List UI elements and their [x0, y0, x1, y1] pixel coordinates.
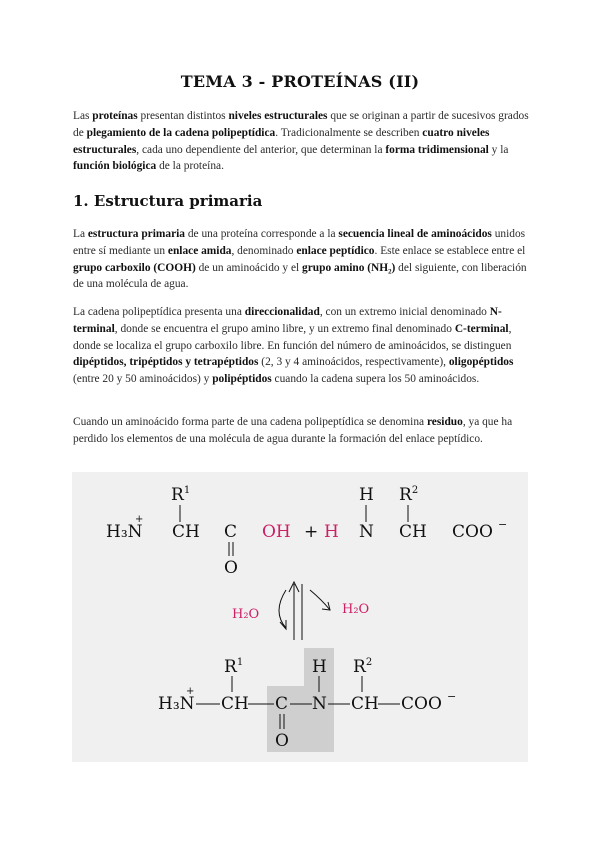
intro-paragraph [73, 108, 535, 175]
top-plus-charge: + [135, 514, 144, 525]
bottom-r2: $R^2$ [353, 657, 373, 677]
top-n-hydrogen: H [359, 485, 374, 505]
top-h3n: H₃N [106, 522, 143, 542]
text-run: (2, 3 y 4 aminoácidos, respectivamente), [258, 356, 449, 369]
text-run: La [73, 228, 88, 240]
text-run: , denominado [231, 244, 297, 257]
text-run: presentan distintos [137, 110, 229, 122]
bottom-carbon: C [275, 694, 289, 714]
top-ch1: CH [172, 522, 200, 542]
bold-term: cuatro niveles estructurales [73, 126, 490, 156]
page-title: TEMA 3 - PROTEÍNAS (II) [180, 72, 420, 91]
peptide-bond-figure [72, 472, 528, 762]
bold-term: función biológica [73, 160, 157, 173]
bold-term: secuencia lineal de aminoácidos [338, 228, 492, 240]
top-carboxylate: COO [452, 522, 493, 542]
bold-term: grupo carboxilo (COOH) [73, 261, 196, 274]
text-run: de una proteína corresponde a la [185, 228, 339, 240]
text-run: , donde se encuentra el grupo amino libre, y un extremo final denominado [114, 322, 455, 335]
bold-term: dipéptidos, tripéptidos y tetrapéptidos [73, 356, 259, 369]
bottom-carboxylate: COO [401, 694, 442, 714]
bottom-n-hydrogen: H [312, 657, 327, 677]
bold-term: forma tridimensional [385, 143, 489, 156]
bottom-h3n: H₃N [158, 694, 195, 714]
text-run: y la [488, 143, 509, 156]
top-nitrogen: N [359, 522, 374, 542]
bottom-plus-charge: + [186, 686, 195, 697]
text-run: , cada uno dependiente del anterior, que determinan la [136, 143, 386, 156]
top-plus-sign: + [304, 522, 319, 542]
bold-term: residuo [426, 416, 463, 428]
text-run: La cadena polipeptídica presenta una [73, 306, 245, 318]
text-run: . Este enlace se establece entre el [374, 244, 526, 257]
bold-term: enlace peptídico [296, 244, 375, 257]
bold-term: enlace amida [167, 244, 232, 257]
bold-term: N-terminal [73, 306, 502, 335]
text-run: de un aminoácido y el [195, 261, 303, 274]
text-run: unidos entre sí mediante un [73, 228, 526, 257]
top-carbon: C [224, 522, 238, 542]
peptide-bond-diagram [72, 472, 528, 762]
bold-term: polipéptidos [212, 373, 272, 386]
top-minus-charge: − [498, 518, 508, 531]
bottom-ch1: CH [221, 694, 249, 714]
bottom-minus-charge: − [447, 690, 457, 703]
bold-term: grupo amino (NH₂) [302, 261, 396, 274]
bold-term: estructura primaria [87, 228, 185, 240]
bold-term: oligopéptidos [448, 356, 514, 369]
bold-term: plegamiento de la cadena polipeptídica [86, 126, 276, 139]
water-out-label: H₂O [342, 602, 370, 617]
text-run: que se originan a partir de sucesivos grados de [73, 110, 529, 139]
text-run: Las [73, 110, 93, 122]
bold-term: niveles estructurales [228, 110, 328, 122]
text-run: , donde se localiza el grupo carboxilo libre. En función del número de aminoácidos, se distinguen [73, 322, 512, 352]
top-r2: $R^2$ [399, 485, 419, 505]
text-run: de la proteína. [156, 160, 224, 173]
text-run: , con un extremo inicial denominado [319, 306, 490, 318]
paragraph-residue [73, 414, 535, 448]
text-run: (entre 20 y 50 aminoácidos) y [73, 373, 213, 386]
paragraph-primary-structure [73, 226, 535, 293]
top-r1: $R^1$ [171, 485, 191, 505]
bottom-ch2: CH [351, 694, 379, 714]
text-run: . Tradicionalmente se describen [275, 126, 423, 139]
water-in-label: H₂O [232, 607, 260, 622]
bottom-r1: $R^1$ [224, 657, 244, 677]
top-ch2: CH [399, 522, 427, 542]
text-run: del siguiente, con liberación de una molécula de agua. [73, 261, 527, 291]
bold-term: direccionalidad [244, 306, 320, 318]
bold-term: C-terminal [454, 322, 509, 335]
bold-term: proteínas [92, 110, 138, 122]
bottom-oxygen: O [275, 731, 289, 751]
text-run: , ya que ha perdido los elementos de una molécula de agua durante la formación del enlace peptídico. [73, 416, 513, 445]
bottom-nitrogen: N [312, 694, 327, 714]
text-run: cuando la cadena supera los 50 aminoácidos. [271, 373, 480, 386]
paragraph-directionality [73, 304, 535, 388]
section-heading: 1. Estructura primaria [73, 192, 263, 210]
top-hydroxyl: OH [262, 522, 291, 542]
text-run: Cuando un aminoácido forma parte de una cadena polipeptídica se denomina [73, 416, 427, 428]
top-oxygen: O [224, 558, 238, 578]
top-hydrogen: H [324, 522, 339, 542]
reaction-arrows [279, 582, 330, 640]
